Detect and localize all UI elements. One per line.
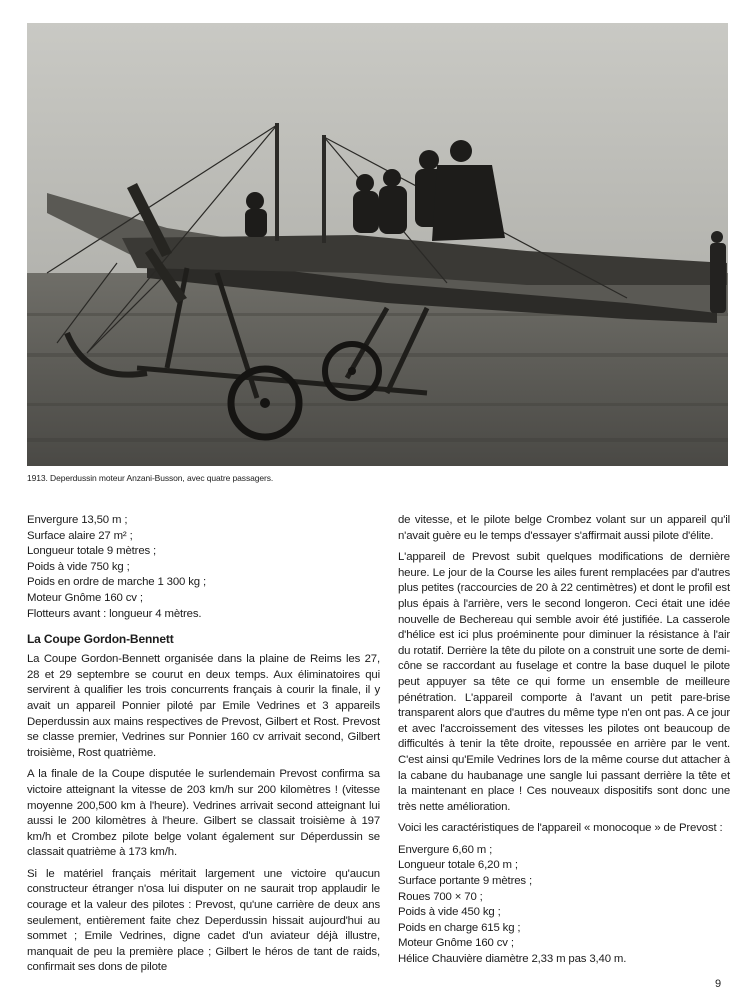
body-paragraph: A la finale de la Coupe disputée le surlendemain Prevost confirma sa victoire atteignant la vitesse de 203 km/h sur 200 kilomètres ! (vitesse moyenne 200,500 km à l'heure). Vedrines arrivait second atteignant lui aussi le 200 kilomètres à l'heure. Gilbert se classait troisième à 197 km/h et Crombez pilote belge volant également sur Déperdussin se classait quatrième à 173 km/h. xyxy=(27,768,380,859)
aircraft-photo xyxy=(27,23,728,466)
spec-line: Longueur totale 9 mètres ; xyxy=(27,545,157,558)
page-number: 9 xyxy=(715,978,722,990)
spec-line: Moteur Gnôme 160 cv ; xyxy=(398,937,514,950)
spec-line: Envergure 6,60 m ; xyxy=(398,843,493,856)
section-heading: La Coupe Gordon-Bennett xyxy=(27,632,174,647)
spec-line: Poids à vide 750 kg ; xyxy=(27,560,130,573)
prevost-aircraft-specs xyxy=(398,843,730,968)
body-paragraph-continued: de vitesse, et le pilote belge Crombez volant sur un appareil qu'il n'avait guère eu le temps d'essayer s'affirmait aussi pilote d'élite. xyxy=(398,514,730,542)
spec-line: Longueur totale 6,20 m ; xyxy=(398,859,518,872)
body-paragraph: Voici les caractéristiques de l'appareil « monocoque » de Prevost : xyxy=(398,822,723,835)
body-paragraph: L'appareil de Prevost subit quelques modifications de dernière heure. Le jour de la Course les ailes furent remplacées par d'autres plus petites (raccourcies de 20 à 22 centimètres) et dont le profil est plus épais à l'arrière, vers le second longeron. Ceci était une idée nouvelle de Bechereau qui semble avoir été justifiée. La casserole d'hélice est ici plus proéminente pour diminuer la résistance à l'air du rotatif. Derrière la tête du pilote on a construit une sorte de demi-cône se raccordant au fuselage et contre la base duquel le pilote peut appuyer sa tête ce qui forme un ensemble de meilleure pénétration. L'appareil comporte à l'avant un petit pare-brise transparent alors que d'autres du même type n'en ont pas. A ce jour et avec l'accroissement des vitesses les pilotes ont beaucoup de difficultés à tenir la tête droite, repoussée en arrière par le vent. C'est ainsi qu'Emile Vedrines lors de la même course dut attacher à la cabane du haubanage une sangle lui passant derrière la tête et la maintenant en place ! Ces nouveaux dispositifs sont donc une très nette amélioration. xyxy=(398,551,730,813)
spec-line: Surface alaire 27 m² ; xyxy=(27,529,133,542)
left-column xyxy=(27,513,380,982)
spec-line: Moteur Gnôme 160 cv ; xyxy=(27,591,143,604)
spec-line: Roues 700 × 70 ; xyxy=(398,890,483,903)
spec-line: Poids en ordre de marche 1 300 kg ; xyxy=(27,576,207,589)
spec-line: Flotteurs avant : longueur 4 mètres. xyxy=(27,607,202,620)
right-column xyxy=(398,513,730,977)
spec-line: Poids à vide 450 kg ; xyxy=(398,906,501,919)
photo-caption: 1913. Deperdussin moteur Anzani-Busson, avec quatre passagers. xyxy=(27,473,274,483)
spec-line: Poids en charge 615 kg ; xyxy=(398,921,521,934)
spec-line: Hélice Chauvière diamètre 2,33 m pas 3,40 m. xyxy=(398,953,627,966)
spec-line: Surface portante 9 mètres ; xyxy=(398,875,532,888)
body-paragraph: La Coupe Gordon-Bennett organisée dans la plaine de Reims les 27, 28 et 29 septembre se courut en deux temps. Aux éliminatoires qui servirent à qualifier les trois concurrents français à courir la finale, il y avait un appareil Ponnier piloté par Emile Vedrines et 3 appareils Deperdussin aux mains respectives de Prevost, Gilbert et Rost. Prevost se classe premier, Vedrines sur Ponnier 160 cv arrivait second, Gilbert troisième, Rost quatrième. xyxy=(27,653,380,759)
body-paragraph: Si le matériel français méritait largement une victoire qu'aucun constructeur étranger n'osa lui disputer on ne saurait trop applaudir le courage et la valeur des pilotes : Prevost, qu'une carrière de deux ans seulement, entièrement faite chez Deperdussin hissait aujourd'hui au sommet ; Emile Vedrines, digne cadet d'un aviateur déjà illustre, manquait de peu la première place ; Gilbert le héros de tant de raids, confirmait ses dons de pilote xyxy=(27,867,380,974)
spec-line: Envergure 13,50 m ; xyxy=(27,514,128,526)
first-aircraft-specs xyxy=(27,513,380,622)
